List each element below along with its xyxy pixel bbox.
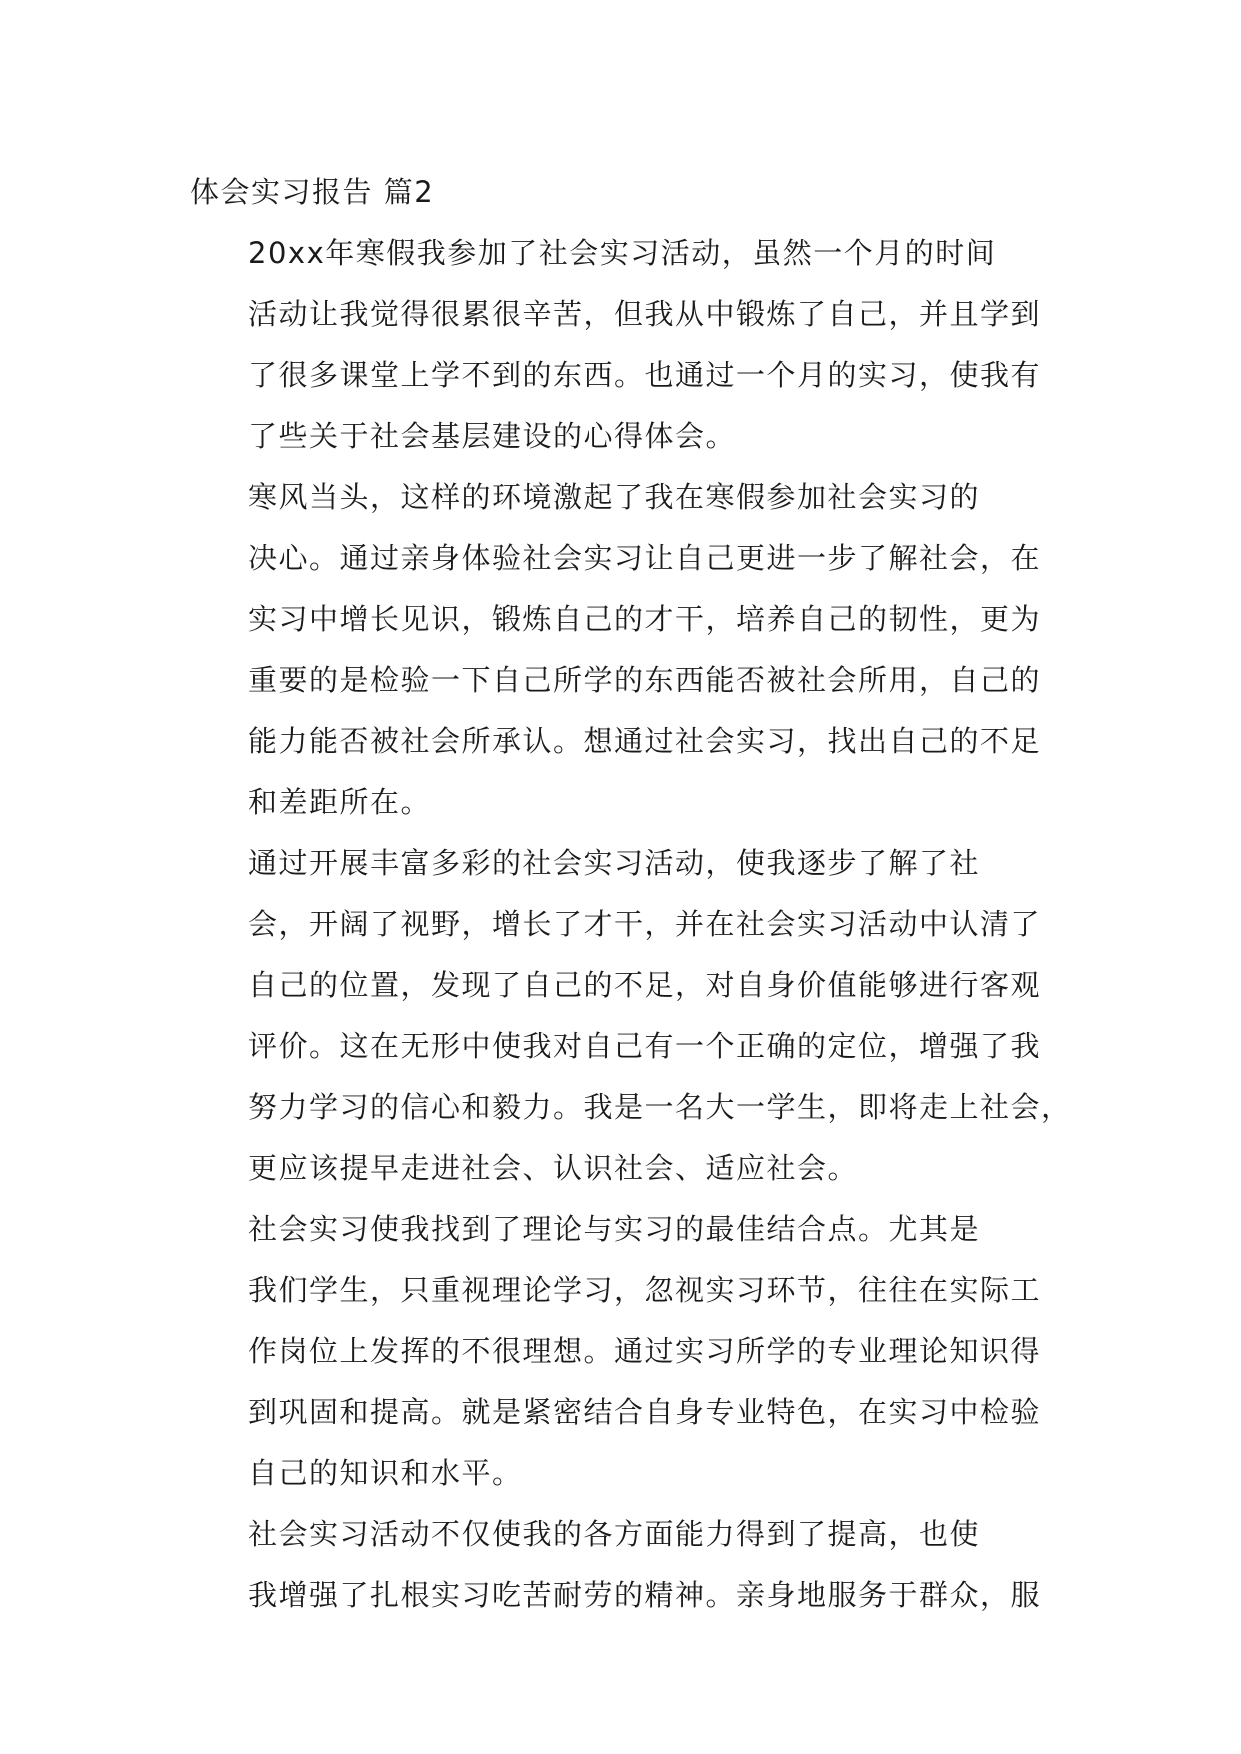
paragraph-line: 我增强了扎根实习吃苦耐劳的精神。亲身地服务于群众，服 (248, 1578, 1042, 1612)
paragraph-line: 20xx年寒假我参加了社会实习活动，虽然一个月的时间 (248, 236, 997, 270)
paragraph-line: 重要的是检验一下自己所学的东西能否被社会所用，自己的 (248, 663, 1042, 697)
paragraph (190, 833, 1072, 1199)
paragraph-line: 作岗位上发挥的不很理想。通过实习所学的专业理论知识得 (248, 1334, 1042, 1368)
paragraph-line: 评价。这在无形中使我对自己有一个正确的定位，增强了我 (248, 1029, 1042, 1063)
paragraph-line: 社会实习活动不仅使我的各方面能力得到了提高，也使 (248, 1517, 981, 1551)
paragraph-line: 活动让我觉得很累很辛苦，但我从中锻炼了自己，并且学到 (248, 297, 1042, 331)
paragraph-line: 会，开阔了视野，增长了才干，并在社会实习活动中认清了 (248, 907, 1042, 941)
paragraph-line: 自己的知识和水平。 (248, 1456, 523, 1490)
paragraph-list (190, 223, 1072, 1626)
paragraph-line: 通过开展丰富多彩的社会实习活动，使我逐步了解了社 (248, 846, 981, 880)
paragraph-line: 寒风当头，这样的环境激起了我在寒假参加社会实习的 (248, 480, 981, 514)
paragraph-line: 了些关于社会基层建设的心得体会。 (248, 419, 737, 453)
paragraph-line: 社会实习使我找到了理论与实习的最佳结合点。尤其是 (248, 1212, 981, 1246)
paragraph-line: 我们学生，只重视理论学习，忽视实习环节，往往在实际工 (248, 1273, 1042, 1307)
document-body (190, 162, 1072, 1626)
paragraph-line: 更应该提早走进社会、认识社会、适应社会。 (248, 1151, 859, 1185)
paragraph-line: 实习中增长见识，锻炼自己的才干，培养自己的韧性，更为 (248, 602, 1042, 636)
document-heading: 体会实习报告 篇2 (190, 175, 435, 209)
paragraph-line: 决心。通过亲身体验社会实习让自己更进一步了解社会，在 (248, 541, 1042, 575)
paragraph-line: 到巩固和提高。就是紧密结合自身专业特色，在实习中检验 (248, 1395, 1042, 1429)
paragraph-line: 自己的位置，发现了自己的不足，对自身价值能够进行客观 (248, 968, 1042, 1002)
paragraph (190, 1199, 1052, 1504)
paragraph (190, 467, 1052, 833)
paragraph (190, 1504, 1052, 1626)
paragraph-line: 了很多课堂上学不到的东西。也通过一个月的实习，使我有 (248, 358, 1042, 392)
paragraph-line: 和差距所在。 (248, 785, 432, 819)
paragraph (190, 223, 1052, 467)
paragraph-line: 能力能否被社会所承认。想通过社会实习，找出自己的不足 (248, 724, 1042, 758)
paragraph-line: 努力学习的信心和毅力。我是一名大一学生，即将走上社会， (248, 1090, 1072, 1124)
